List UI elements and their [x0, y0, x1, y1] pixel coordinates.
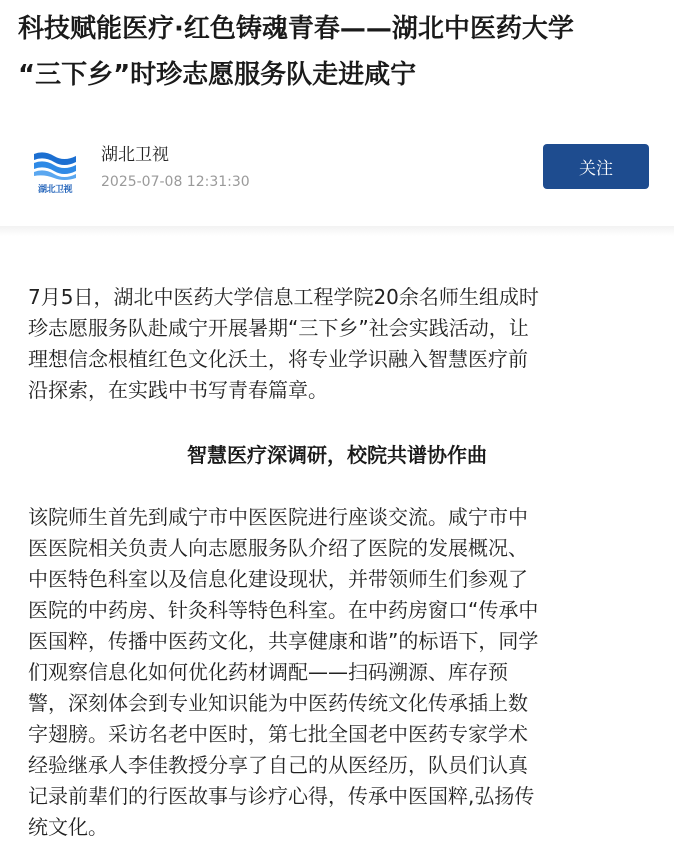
publish-time: 2025-07-08 12:31:30	[101, 174, 250, 190]
paragraph-line: 们观察信息化如何优化药材调配——扫码溯源、库存预	[28, 660, 508, 684]
article-title-line-2: “三下乡”时珍志愿服务队走进咸宁	[18, 60, 417, 90]
paragraph-line: 中医特色科室以及信息化建设现状，并带领师生们参观了	[28, 567, 528, 591]
paragraph-line: 医国粹，传播中医药文化，共享健康和谐”的标语下，同学	[28, 629, 539, 653]
paragraph-line: 医医院相关负责人向志愿服务队介绍了医院的发展概况、	[28, 536, 528, 560]
source-name[interactable]: 湖北卫视	[101, 145, 169, 165]
source-logo[interactable]	[30, 148, 80, 195]
article-title-line-1: 科技赋能医疗·红色铸魂青春——湖北中医药大学	[18, 14, 574, 44]
paragraph-line: 经验继承人李佳教授分享了自己的从医经历，队员们认真	[28, 753, 528, 777]
logo-text: 湖北卫视	[37, 185, 72, 195]
paragraph-line: 珍志愿服务队赴咸宁开展暑期“三下乡”社会实践活动，让	[28, 316, 529, 340]
paragraph-2	[28, 502, 656, 843]
source-info	[0, 134, 674, 204]
paragraph-1	[28, 282, 656, 406]
paragraph-line: 7月5日，湖北中医药大学信息工程学院20余名师生组成时	[28, 285, 539, 309]
section-subheading: 智慧医疗深调研，校院共谱协作曲	[187, 443, 487, 467]
paragraph-line: 理想信念根植红色文化沃土，将专业学识融入智慧医疗前	[28, 347, 528, 371]
paragraph-line: 记录前辈们的行医故事与诊疗心得，传承中医国粹,弘扬传	[28, 784, 535, 808]
section-divider	[0, 226, 674, 236]
paragraph-line: 统文化。	[28, 815, 108, 839]
follow-button[interactable]: 关注	[543, 144, 649, 189]
paragraph-line: 医院的中药房、针灸科等特色科室。在中药房窗口“传承中	[28, 598, 539, 622]
paragraph-line: 字翅膀。采访名老中医时，第七批全国老中医药专家学术	[28, 722, 528, 746]
paragraph-line: 沿探索，在实践中书写青春篇章。	[28, 378, 328, 402]
article-title	[18, 6, 663, 98]
paragraph-line: 警，深刻体会到专业知识能为中医药传统文化传承插上数	[28, 691, 528, 715]
paragraph-line: 该院师生首先到咸宁市中医医院进行座谈交流。咸宁市中	[28, 505, 528, 529]
hubei-tv-logo-icon	[30, 148, 80, 182]
